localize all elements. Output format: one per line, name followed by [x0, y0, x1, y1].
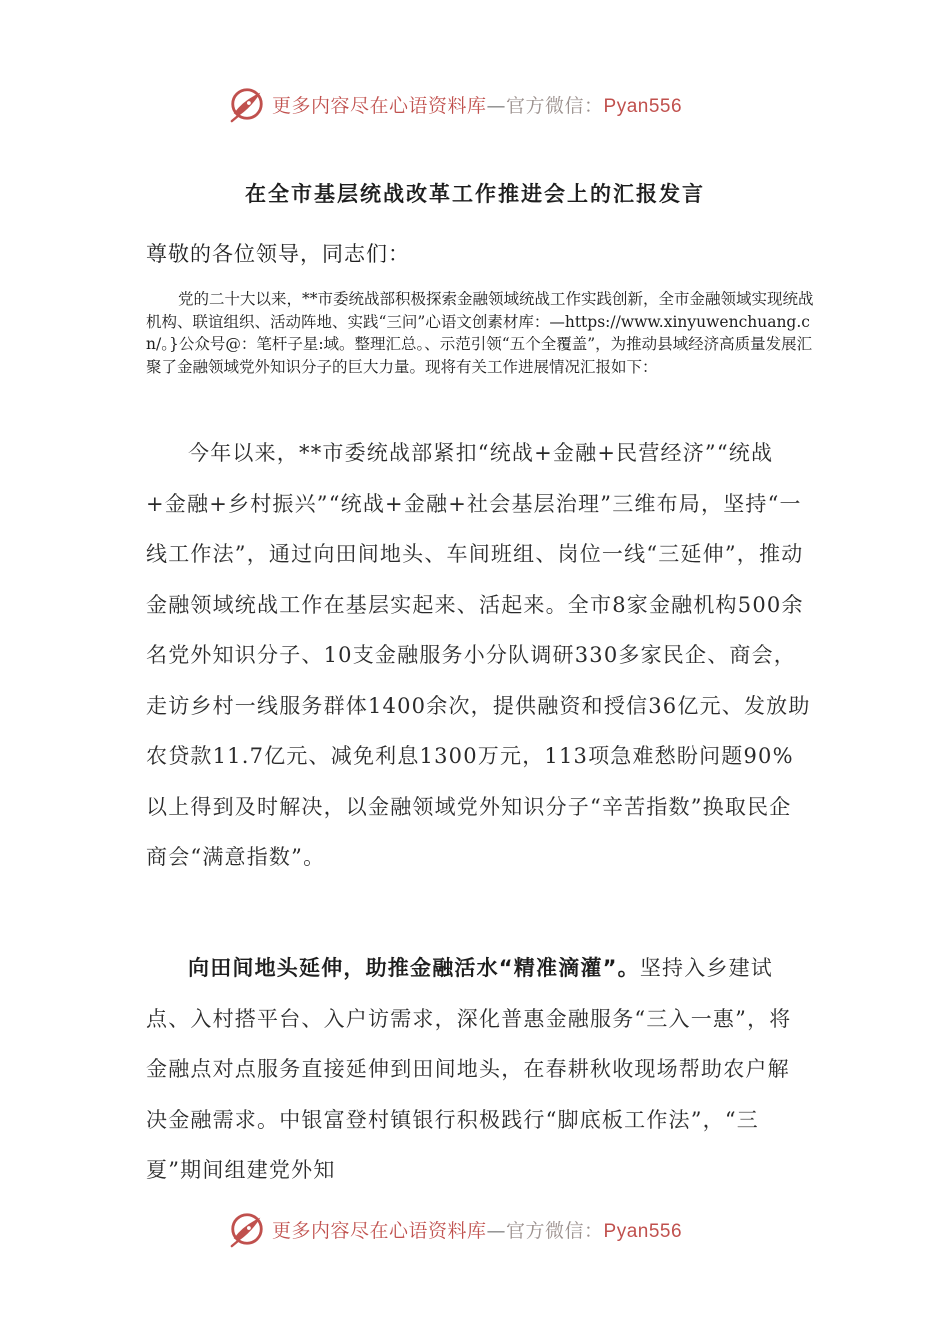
pen-nib-circle-icon — [228, 1210, 266, 1248]
watermark-text: 更多内容尽在心语资料库—官方微信：Pyan556 — [272, 94, 683, 117]
document-title: 在全市基层统战改革工作推进会上的汇报发言 — [245, 182, 705, 206]
intro-paragraph: 党的二十大以来，**市委统战部积极探索金融领域统战工作实践创新，全市金融领域实现统战机构、联谊组织、活动阵地、实践“三问”心语文创素材库：—https://www.xinyuwenchuang.cn/。}公众号@：笔杆子星:域。整理汇总。、示范引领“五个全覆盖”，为推动县域经济高质量发展汇聚了金融领域党外知识分子的巨大力量。现将有关工作进展情况汇报如下： — [146, 290, 814, 376]
paragraph-2-lead: 向田间地头延伸，助推金融活水“精准滴灌”。 — [188, 956, 640, 980]
body-paragraph-2 — [146, 943, 811, 1196]
watermark-banner-top — [228, 84, 728, 124]
body-paragraph-1: 今年以来，**市委统战部紧扣“统战+金融+民营经济”“统战+金融+乡村振兴”“统战+金融+社会基层治理”三维布局，坚持“一线工作法”，通过向田间地头、车间班组、岗位一线“三延伸”，推动金融领域统战工作在基层实起来、活起来。全市8家金融机构500余名党外知识分子、10支金融服务小分队调研330多家民企、商会，走访乡村一线服务群体1400余次，提供融资和授信36亿元、发放助农贷款11.7亿元、减免利息1300万元，113项急难愁盼问题90%以上得到及时解决，以金融领域党外知识分子“辛苦指数”换取民企商会“满意指数”。 — [146, 441, 811, 869]
salutation: 尊敬的各位领导，同志们： — [146, 242, 410, 266]
watermark-text: 更多内容尽在心语资料库—官方微信：Pyan556 — [272, 1219, 683, 1242]
watermark-banner-bottom — [228, 1209, 728, 1249]
paragraph-2-body: 坚持入乡建试点、入村搭平台、入户访需求，深化普惠金融服务“三入一惠”，将金融点对点服务直接延伸到田间地头，在春耕秋收现场帮助农户解决金融需求。中银富登村镇银行积极践行“脚底板工作法”，“三夏”期间组建党外知 — [146, 956, 792, 1182]
pen-nib-circle-icon — [228, 85, 266, 123]
